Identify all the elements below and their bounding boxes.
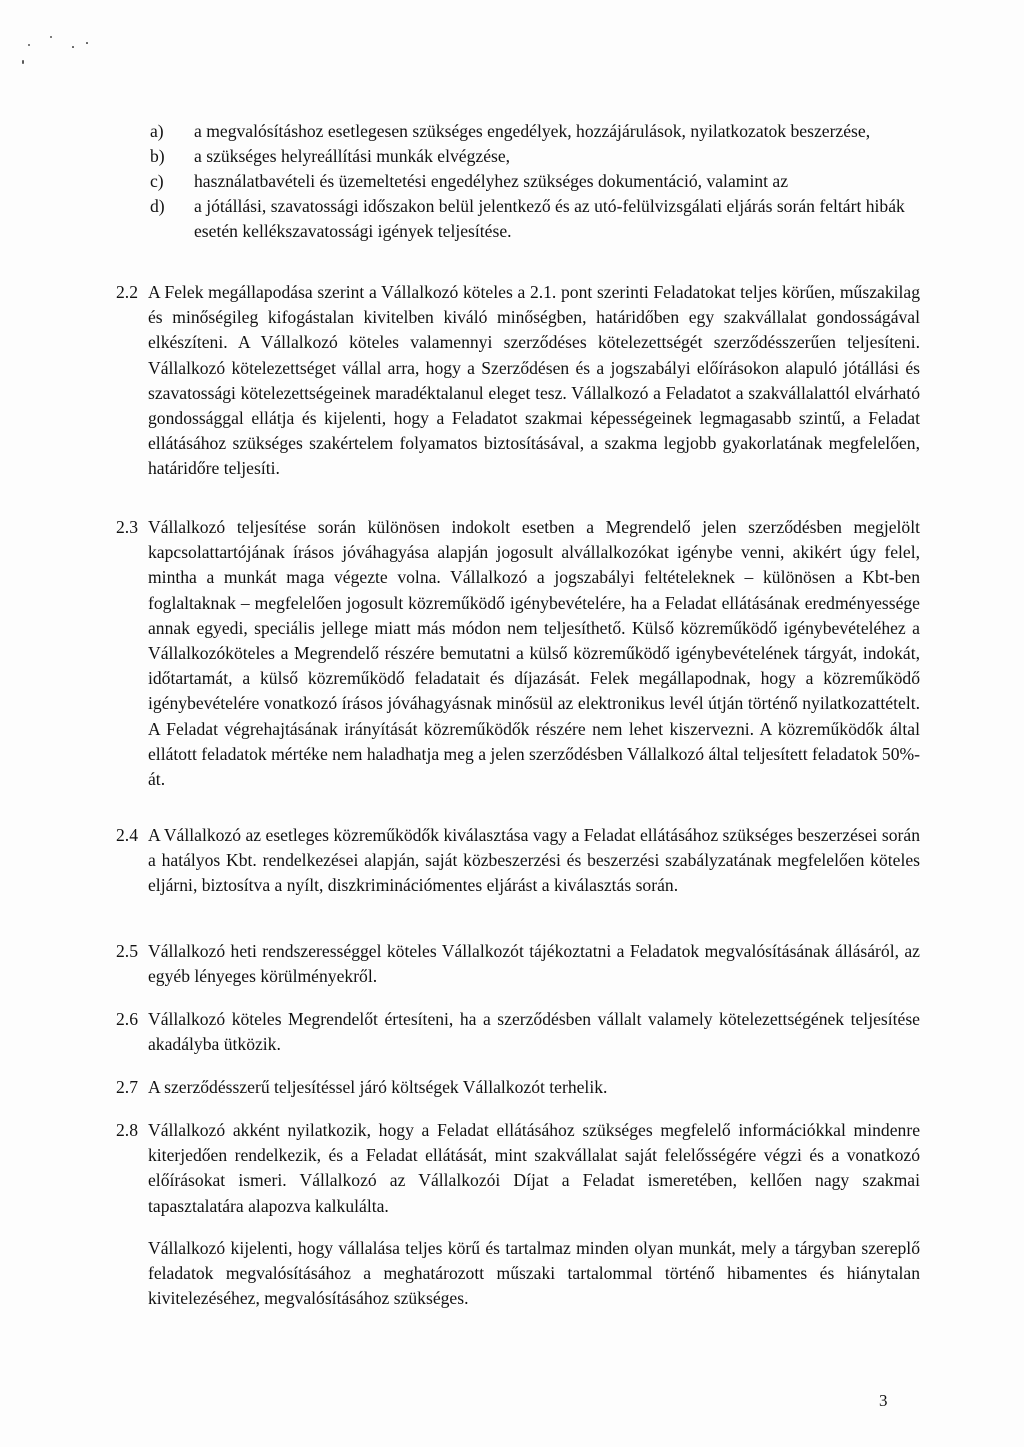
section-number: 2.8 (116, 1120, 138, 1140)
list-item-text: használatbavételi és üzemeltetési engedélyhez szükséges dokumentáció, valamint az (194, 171, 789, 191)
list-item (148, 194, 918, 244)
section-2-3 (112, 515, 920, 792)
page-number: 3 (879, 1391, 888, 1410)
section-text: Vállalkozó teljesítése során különösen indokolt esetben a Megrendelő jelen szerződésben megjelölt kapcsolattartójának írásos jóváhagyása alapján jogosult alvállalkozókat igénybe venni, akikért úgy felel, mintha a munkát maga végezte volna. Vállalkozó a jogszabályi feltételeknek – különösen a Kbt-ben foglaltaknak – megfelelően jogosult közreműködő igénybevételére, ha a Feladat ellátásának eredményessége annak egyedi, speciális jellege miatt más módon nem teljesíthető. Külső közreműködő igénybevételéhez a Vállalkozóköteles a Megrendelő részére bemutatni a külső közreműködő igénybevételének tárgyát, indokát, időtartamát, a külső közreműködő feladatait és díjazását. Felek megállapodnak, hogy a közreműködő igénybevételére vonatkozó írásos jóváhagyásnak minősül az elektronikus levél útján történő nyilatkozattételt. A Feladat végrehajtásának irányítását közreműködők részére nem lehet kiszervezni. A közreműködők által ellátott feladatok mértéke nem haladhatja meg a jelen szerződésben Vállalkozó által teljesített feladatok 50%-át. (148, 517, 921, 790)
requirements-list (148, 119, 918, 244)
section-text: Vállalkozó köteles Megrendelőt értesíteni, ha a szerződésben vállalt valamely kötelezettségének teljesítése akadályba ütközik. (148, 1009, 920, 1055)
list-item (148, 144, 918, 169)
section-2-7 (112, 1075, 920, 1100)
section-number: 2.2 (116, 282, 138, 302)
list-marker: c) (150, 171, 164, 191)
section-text: Vállalkozó akként nyilatkozik, hogy a Feladat ellátásához szükséges megfelelő információkkal mindenre kiterjedően rendelkezik, és a Feladat ellátását, mint szakvállalat saját felelősségére végzi és a vonatkozó előírásokat ismeri. Vállalkozó az Vállalkozói Díjat a Feladat ismeretében, kellően nagy szakmai tapasztalatára alapozva kalkulálta. (148, 1120, 920, 1216)
section-number: 2.7 (116, 1077, 138, 1097)
list-marker: a) (150, 121, 164, 141)
list-item (148, 119, 918, 144)
section-2-5 (112, 939, 920, 989)
section-2-2 (112, 280, 920, 482)
section-text: A szerződésszerű teljesítéssel járó költségek Vállalkozót terhelik. (148, 1077, 608, 1097)
list-item (148, 169, 918, 194)
section-2-6 (112, 1007, 920, 1057)
closing-text: Vállalkozó kijelenti, hogy vállalása teljes körű és tartalmaz minden olyan munkát, mely a tárgyban szereplő feladatok megvalósításához a meghatározott műszaki tartalommal történő hibamentes és hiánytalan kivitelezéséhez, megvalósításához szükséges. (148, 1238, 920, 1309)
list-item-text: a jótállási, szavatossági időszakon belül jelentkező és az utó-felülvizsgálati eljárás során feltárt hibák esetén kellékszavatossági igények teljesítése. (194, 196, 905, 241)
section-text: Vállalkozó heti rendszerességgel köteles Vállalkozót tájékoztatni a Feladatok megvalósításának állásáról, az egyéb lényeges körülményekről. (148, 941, 920, 987)
closing-paragraph (148, 1236, 920, 1312)
scan-specks (20, 30, 110, 70)
list-marker: d) (150, 196, 165, 216)
list-item-text: a szükséges helyreállítási munkák elvégzése, (194, 146, 511, 166)
section-number: 2.3 (116, 517, 138, 537)
section-number: 2.5 (116, 941, 138, 961)
section-number: 2.6 (116, 1009, 138, 1029)
section-text: A Felek megállapodása szerint a Vállalkozó köteles a 2.1. pont szerinti Feladatokat teljes körűen, műszakilag és minőségileg kifogástalan kivitelben kiváló minőségben, határidőben egy szakvállalat gondosságával elkészíteni. A Vállalkozó köteles valamennyi szerződéses kötelezettségét szerződésszerűen teljesíteni. Vállalkozó kötelezettséget vállal arra, hogy a Szerződésen és a jogszabályi előírásokon alapuló jótállási és szavatossági kötelezettségeinek maradéktalanul eleget tesz. Vállalkozó a Feladatot a szakvállalattól elvárható gondossággal ellátja és kijelenti, hogy a Feladatot szakmai képességeinek legmagasabb szintű, a Feladat ellátásához szükséges szakértelem folyamatos biztosításával, a szakma legjobb gyakorlatának megfelelően, határidőre teljesíti. (148, 282, 920, 479)
section-2-8 (112, 1118, 920, 1219)
list-item-text: a megvalósításhoz esetlegesen szükséges engedélyek, hozzájárulások, nyilatkozatok beszerzése, (194, 121, 871, 141)
list-marker: b) (150, 146, 165, 166)
section-number: 2.4 (116, 825, 138, 845)
section-text: A Vállalkozó az esetleges közreműködők kiválasztása vagy a Feladat ellátásához szükséges beszerzései során a hatályos Kbt. rendelkezései alapján, saját közbeszerzési és beszerzési szabályzatának megfelelően köteles eljárni, biztosítva a nyílt, diszkriminációmentes eljárást a kiválasztás során. (148, 825, 920, 896)
section-2-4 (112, 823, 920, 899)
